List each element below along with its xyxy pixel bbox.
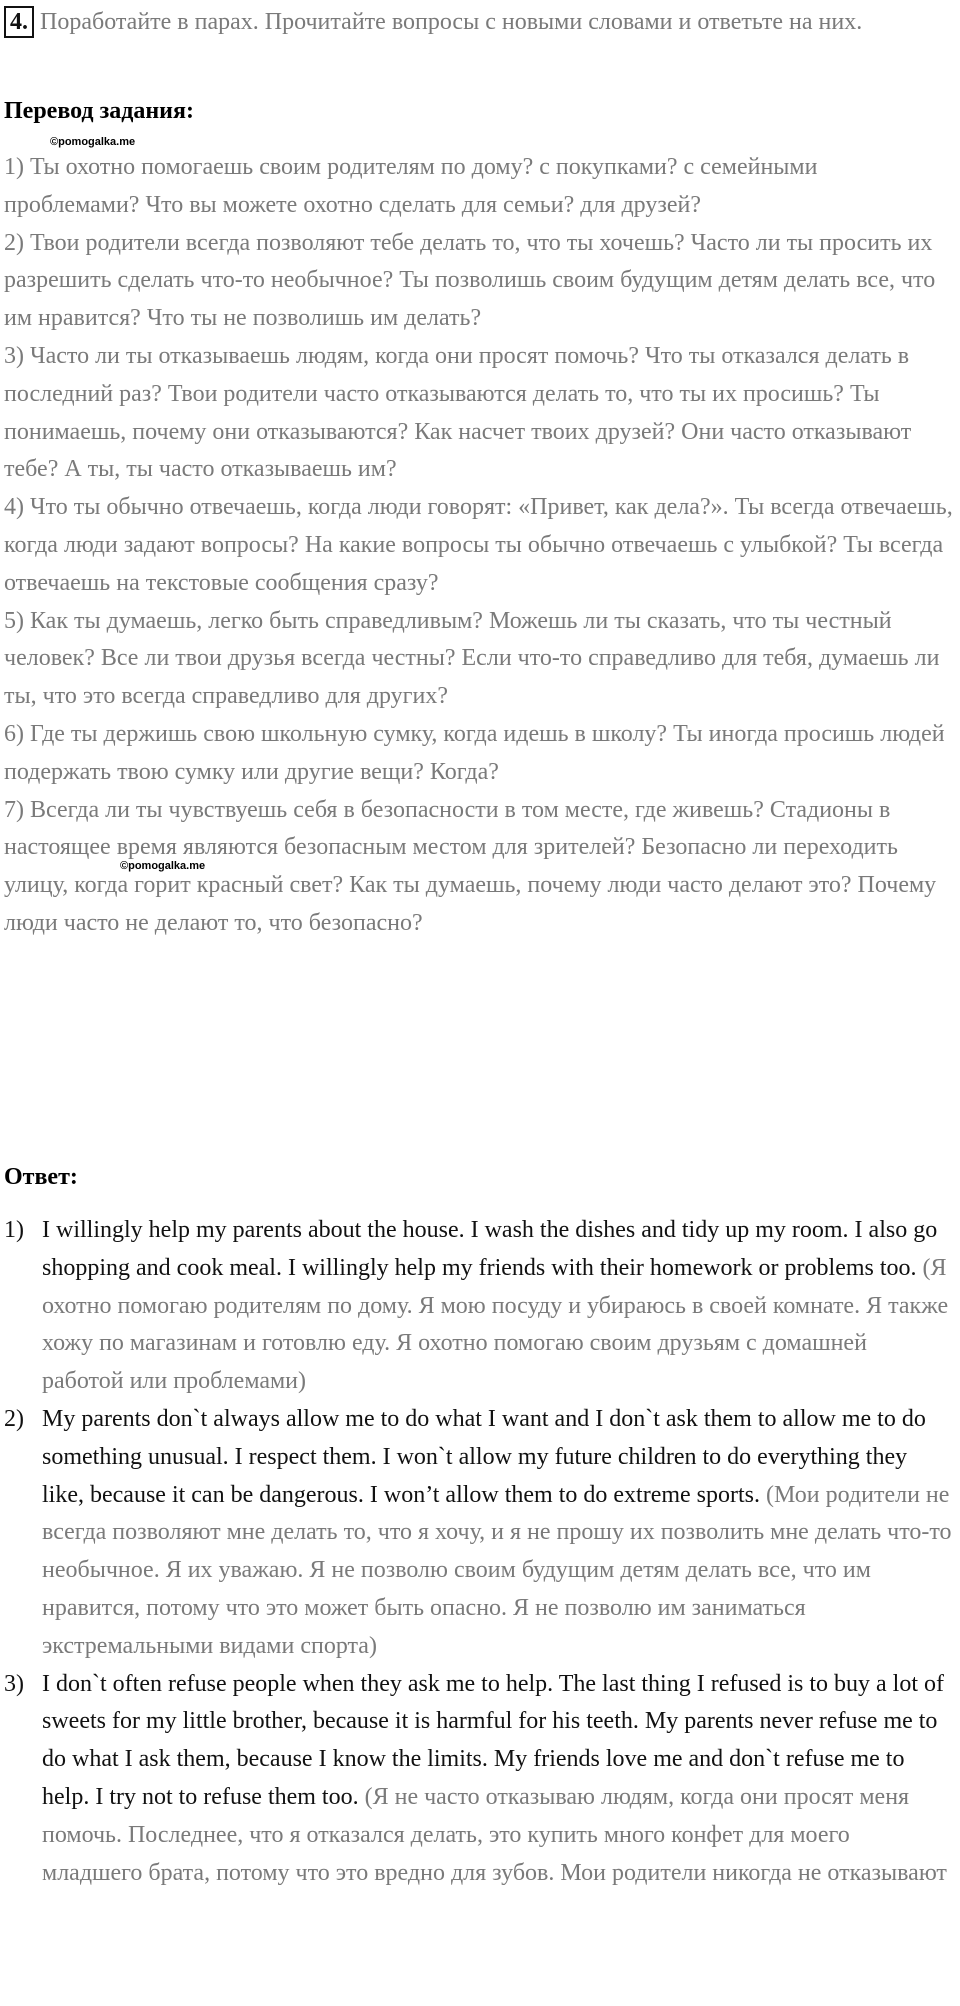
watermark-2: ©pomogalka.me [120, 860, 206, 872]
translation-item-5: 5) Как ты думаешь, легко быть справедливым? Можешь ли ты сказать, что ты честный человек? Все ли твои друзья всегда честны? Если что-то справедливо для тебя, думаешь ли ты, что это всегда справедливо для других? [4, 607, 940, 710]
answer-item-1 [4, 1212, 954, 1401]
answer-body [42, 1666, 954, 1893]
answer-body [42, 1401, 954, 1666]
answer-number: 1) [4, 1217, 24, 1243]
answer-item-2 [4, 1401, 954, 1666]
translation-item-7: 7) Всегда ли ты чувствуешь себя в безопасности в том месте, где живешь? Стадионы в настоящее время являются безопасным местом для зрителей? Безопасно ли переходить улицу, когда горит красный свет? Как ты думаешь, почему люди часто делают это? Почему люди часто не делают то, что безопасно? [4, 796, 937, 936]
translation-item-4: 4) Что ты обычно отвечаешь, когда люди говорят: «Привет, как дела?». Ты всегда отвечаешь, когда люди задают вопросы? На какие вопросы ты обычно отвечаешь с улыбкой? Ты всегда отвечаешь на текстовые сообщения сразу? [4, 494, 953, 596]
watermark: ©pomogalka.me [50, 136, 136, 148]
answer-english: My parents don`t always allow me to do what I want and I don`t ask them to allow me to do something unusual. I respect them. I won`t allow my future children to do everything they like, because it can be dangerous. I won’t allow them to do extreme sports. [42, 1405, 926, 1508]
task-statement [4, 4, 949, 40]
answer-body [42, 1212, 954, 1401]
answer-number: 3) [4, 1670, 24, 1697]
task-number: 4. [4, 6, 34, 38]
answer-english: I don`t often refuse people when they ask me to help. The last thing I refused is to buy a lot of sweets for my little brother, because it is harmful for his teeth. My parents never refuse me to do what I ask them, because I know the limits. My friends love me and don`t refuse me to help. I try not to refuse them too. [42, 1670, 944, 1810]
translation-item-6: 6) Где ты держишь свою школьную сумку, когда идешь в школу? Ты иногда просишь людей подержать твою сумку или другие вещи? Когда? [4, 720, 945, 785]
translation-item-1: 1) Ты охотно помогаешь своим родителям по дому? с покупками? с семейными проблемами? Что вы можете охотно сделать для семьи? для друзей? [4, 154, 818, 218]
answer-russian: (Я охотно помогаю родителям по дому. Я мою посуду и убираюсь в своей комнате. Я также хожу по магазинам и готовлю еду. Я охотно помогаю своим друзьям с домашней работой или проблемами) [42, 1254, 949, 1395]
answer-russian: (Мои родители не всегда позволяют мне делать то, что я хочу, и я не прошу их позволить мне делать что-то необычное. Я их уважаю. Я не позволю своим будущим детям делать все, что им нравится, потому что это может быть опасно. Я не позволю им заниматься экстремальными видами спорта) [42, 1481, 952, 1659]
answer-item-3 [4, 1666, 954, 1893]
answer-heading: Ответ: [4, 1164, 78, 1190]
translation-block [4, 149, 954, 943]
translation-heading: Перевод задания: [4, 98, 194, 124]
translation-item-2: 2) Твои родители всегда позволяют тебе делать то, что ты хочешь? Часто ли ты просить их разрешить сделать что-то необычное? Ты позволишь своим будущим детям делать все, что им нравится? Что ты не позволишь им делать? [4, 229, 936, 332]
answer-english: I willingly help my parents about the house. I wash the dishes and tidy up my room. I also go shopping and cook meal. I willingly help my friends with their homework or problems too. [42, 1217, 938, 1281]
answers-list [4, 1212, 954, 1892]
answer-russian: (Я не часто отказываю людям, когда они просят меня помочь. Последнее, что я отказался делать, это купить много конфет для моего младшего брата, потому что это вредно для зубов. Мои родители никогда не отказывают [42, 1783, 947, 1886]
answer-number: 2) [4, 1405, 24, 1432]
translation-item-3: 3) Часто ли ты отказываешь людям, когда они просят помочь? Что ты отказался делать в последний раз? Твои родители часто отказываются делать то, что ты их просишь? Ты понимаешь, почему они отказываются? Как насчет твоих друзей? Они часто отказывают тебе? А ты, ты часто отказываешь им? [4, 342, 912, 483]
task-text: Поработайте в парах. Прочитайте вопросы с новыми словами и ответьте на них. [40, 9, 863, 35]
